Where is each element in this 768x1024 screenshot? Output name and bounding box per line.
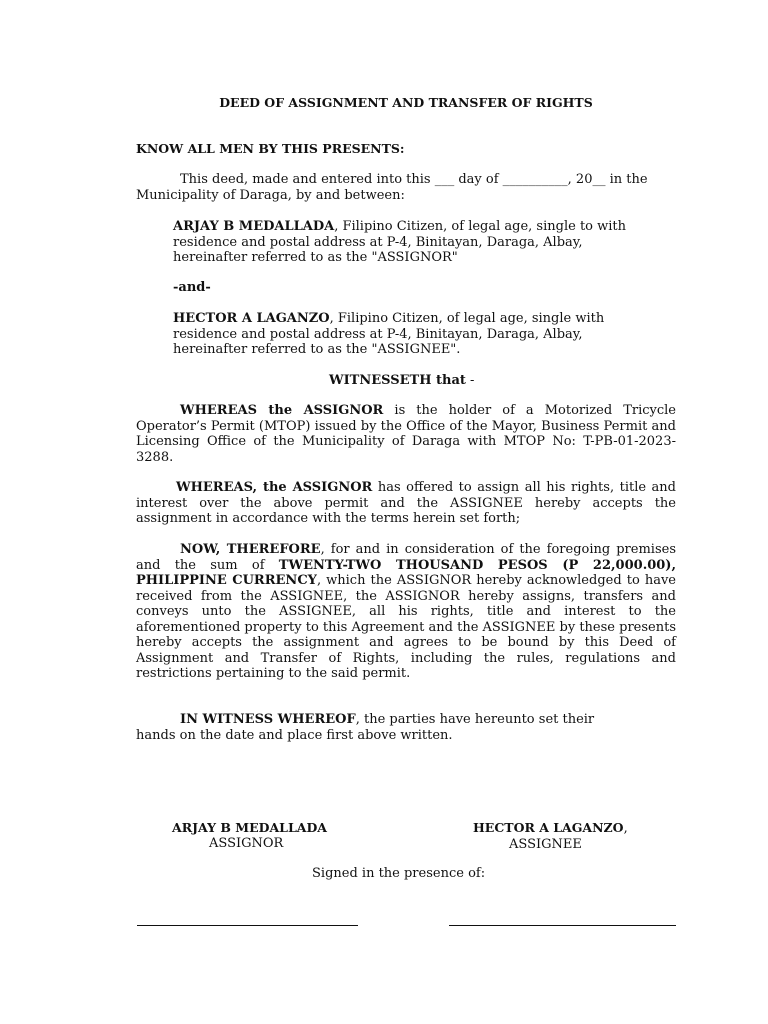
assignee-name-comma: , xyxy=(623,821,628,836)
assignor-signature-block xyxy=(172,820,372,851)
assignee-paragraph xyxy=(173,311,641,358)
assignor-paragraph xyxy=(173,219,641,266)
assignee-signature-name: HECTOR A LAGANZO xyxy=(473,820,624,835)
in-witness-bold: IN WITNESS WHEREOF xyxy=(180,712,356,727)
now-therefore-text-2: , which the ASSIGNOR hereby acknowledged to have received from the ASSIGNEE, the ASSIGNOR hereby assigns, transfers and conveys unto the ASSIGNEE, all his rights, title and interest to the aforementioned property to this Agreement and the ASSIGNEE by these presents hereby accepts the assignment and agrees to be bound by this Deed of Assignment and Transfer of Rights, including the rules, regulations and restrictions pertaining to the said permit. xyxy=(136,573,676,681)
consideration-amount: TWENTY-TWO THOUSAND PESOS (P 22,000.00), PHILIPPINE CURRENCY xyxy=(136,557,676,588)
assignee-signature-name-line xyxy=(473,820,693,837)
document-title: DEED OF ASSIGNMENT AND TRANSFER OF RIGHTS xyxy=(219,95,593,110)
assignee-details: , Filipino Citizen, of legal age, single with residence and postal address at P-4, Binitayan, Daraga, Albay, hereinafter referred to as the "ASSIGNEE". xyxy=(173,311,605,357)
assignee-signature-block xyxy=(473,820,693,852)
assignee-name: HECTOR A LAGANZO xyxy=(173,311,330,326)
now-therefore-paragraph xyxy=(136,542,676,682)
in-witness-text: , the parties have hereunto set their hands on the date and place first above written. xyxy=(136,712,595,743)
whereas-1-text: is the holder of a Motorized Tricycle Operator’s Permit (MTOP) issued by the Office of the Mayor, Business Permit and Licensing Office of the Municipality of Daraga with MTOP No: T-PB-01-2023-3288. xyxy=(136,403,676,465)
witness-signature-line-left[interactable] xyxy=(137,925,358,926)
in-witness-paragraph xyxy=(136,712,636,743)
now-therefore-bold: NOW, THEREFORE xyxy=(180,542,321,557)
whereas-2-text: has offered to assign all his rights, title and interest over the above permit and the ASSIGNEE hereby accepts the assignment in accordance with the terms herein set forth; xyxy=(136,480,677,526)
whereas-paragraph-1 xyxy=(136,403,676,465)
and-separator xyxy=(173,280,211,296)
whereas-1-bold: WHEREAS the ASSIGNOR xyxy=(180,403,384,418)
signed-presence-label: Signed in the presence of: xyxy=(312,866,486,881)
witnesseth-bold: WITNESSETH that xyxy=(329,373,466,388)
assignor-details: , Filipino Citizen, of legal age, single to with residence and postal address at P-4, Binitayan, Daraga, Albay, hereinafter referred to as the "ASSIGNOR" xyxy=(173,219,627,265)
know-all-heading: KNOW ALL MEN BY THIS PRESENTS: xyxy=(136,141,405,156)
witness-signature-line-right[interactable] xyxy=(449,925,676,926)
whereas-paragraph-2 xyxy=(136,480,676,527)
assignee-role: ASSIGNEE xyxy=(509,836,582,852)
and-label: -and- xyxy=(173,280,211,295)
intro-paragraph: This deed, made and entered into this ___ day of __________, 20__ in the Municipality of Daraga, by and between: xyxy=(136,172,648,203)
whereas-2-bold: WHEREAS, the ASSIGNOR xyxy=(176,480,373,495)
witnesseth-heading xyxy=(329,373,474,389)
assignor-signature-name: ARJAY B MEDALLADA xyxy=(172,820,327,835)
assignor-role: ASSIGNOR xyxy=(209,835,284,851)
witnesseth-dash: - xyxy=(465,373,475,388)
assignor-name: ARJAY B MEDALLADA xyxy=(173,219,335,234)
now-therefore-text-1: , for and in consideration of the foregoing premises and the sum of xyxy=(136,542,676,573)
